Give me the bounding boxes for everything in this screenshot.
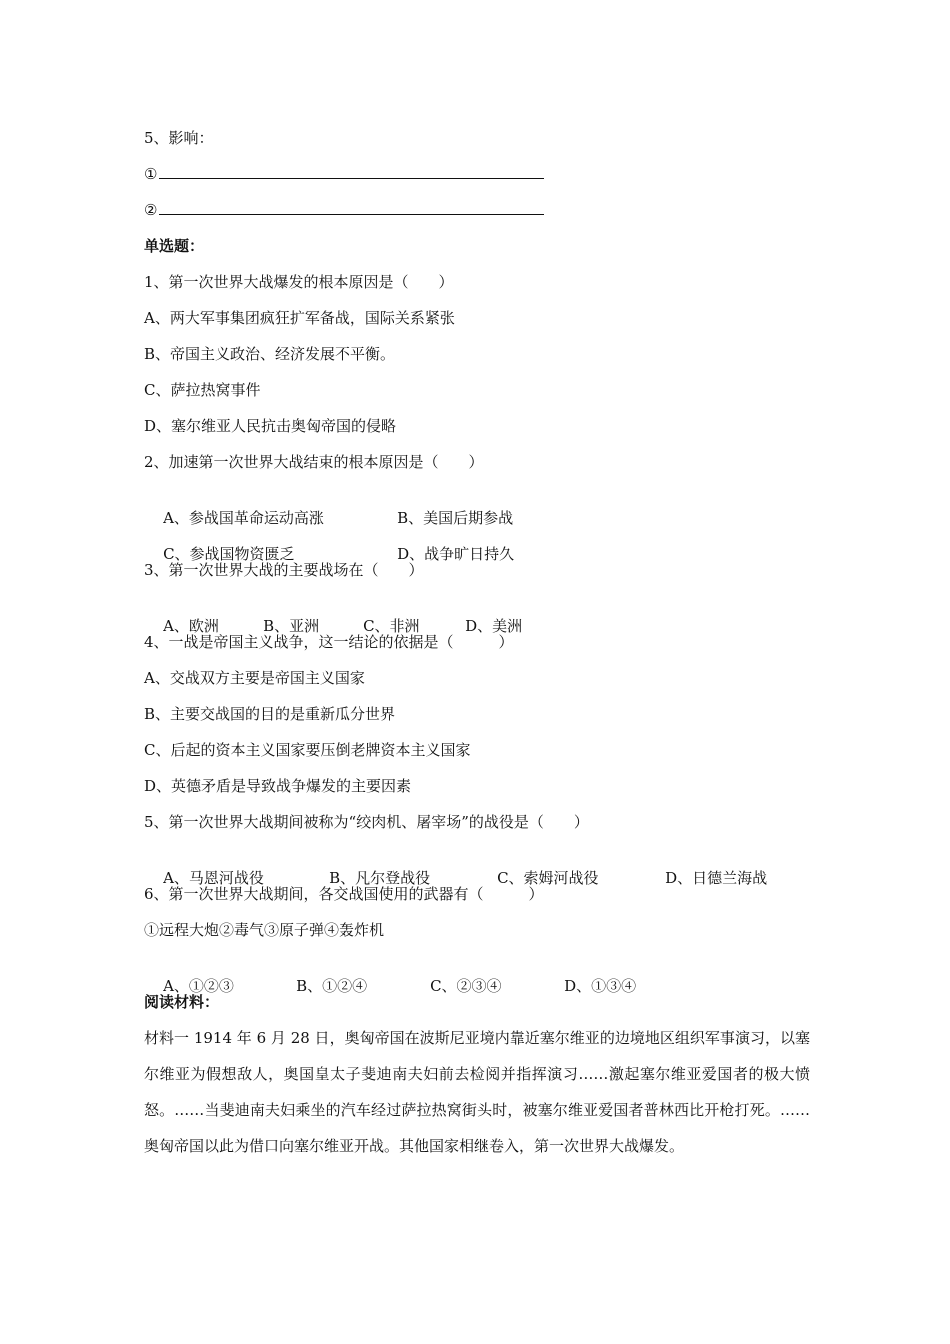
question-1-option-d: D、塞尔维亚人民抗击奥匈帝国的侵略: [144, 417, 397, 435]
question-4-option-d: D、英德矛盾是导致战争爆发的主要因素: [144, 777, 412, 795]
question-4-option-b: B、主要交战国的目的是重新瓜分世界: [144, 705, 396, 723]
question-5-option-c: C、索姆河战役: [497, 869, 599, 887]
question-2-option-b: B、美国后期参战: [397, 509, 514, 527]
mcq-heading: 单选题：: [144, 237, 205, 255]
question-6-option-d: D、①③④: [564, 977, 637, 995]
answer-line-2: [159, 200, 544, 215]
question-1-stem: 1、第一次世界大战爆发的根本原因是（ ）: [144, 273, 454, 291]
question-4-option-c: C、后起的资本主义国家要压倒老牌资本主义国家: [144, 741, 471, 759]
question-5-option-a: A、马恩河战役: [163, 869, 264, 887]
answer-line-1: [159, 164, 544, 179]
question-1-option-a: A、两大军事集团疯狂扩军备战，国际关系紧张: [144, 309, 455, 327]
blank-label-2: ②: [144, 201, 158, 219]
impact-blank-2: [144, 200, 544, 220]
question-3-option-d: D、美洲: [465, 617, 523, 635]
question-3-option-b: B、亚洲: [263, 617, 320, 635]
question-6-stem: 6、第一次世界大战期间，各交战国使用的武器有（ ）: [144, 885, 544, 903]
question-4-stem: 4、一战是帝国主义战争，这一结论的依据是（ ）: [144, 633, 514, 651]
question-3-option-c: C、非洲: [363, 617, 420, 635]
question-2-option-a: A、参战国革命运动高涨: [163, 509, 324, 527]
blank-label-1: ①: [144, 165, 158, 183]
question-6-option-c: C、②③④: [430, 977, 502, 995]
question-3-option-a: A、欧洲: [163, 617, 219, 635]
question-1-option-b: B、帝国主义政治、经济发展不平衡。: [144, 345, 396, 363]
question-4-option-a: A、交战双方主要是帝国主义国家: [144, 669, 365, 687]
question-6-note: ①远程大炮②毒气③原子弹④轰炸机: [144, 921, 385, 939]
question-2-option-d: D、战争旷日持久: [397, 545, 515, 563]
question-5-option-d: D、日德兰海战: [665, 869, 768, 887]
question-6-option-a: A、①②③: [163, 977, 234, 995]
question-3-stem: 3、第一次世界大战的主要战场在（ ）: [144, 561, 424, 579]
question-5-stem: 5、第一次世界大战期间被称为“绞肉机、屠宰场”的战役是（ ）: [144, 813, 589, 831]
question-2-option-c: C、参战国物资匮乏: [163, 545, 295, 563]
reading-heading: 阅读材料：: [144, 993, 220, 1011]
material-1-paragraph: 材料一 1914 年 6 月 28 日，奥匈帝国在波斯尼亚境内靠近塞尔维亚的边境地区组织军事演习，以塞尔维亚为假想敌人，奥国皇太子斐迪南夫妇前去检阅并指挥演习……激起塞尔维亚爱国者的极大愤怒。……当斐迪南夫妇乘坐的汽车经过萨拉热窝街头时，被塞尔维亚爱国者普林西比开枪打死。……奥匈帝国以此为借口向塞尔维亚开战。其他国家相继卷入，第一次世界大战爆发。: [144, 1029, 810, 1155]
question-1-option-c: C、萨拉热窝事件: [144, 381, 261, 399]
question-2-stem: 2、加速第一次世界大战结束的根本原因是（ ）: [144, 453, 484, 471]
question-6-option-b: B、①②④: [296, 977, 368, 995]
impact-blank-1: [144, 164, 544, 184]
impact-heading: 5、影响：: [144, 129, 214, 147]
question-5-option-b: B、凡尔登战役: [329, 869, 431, 887]
